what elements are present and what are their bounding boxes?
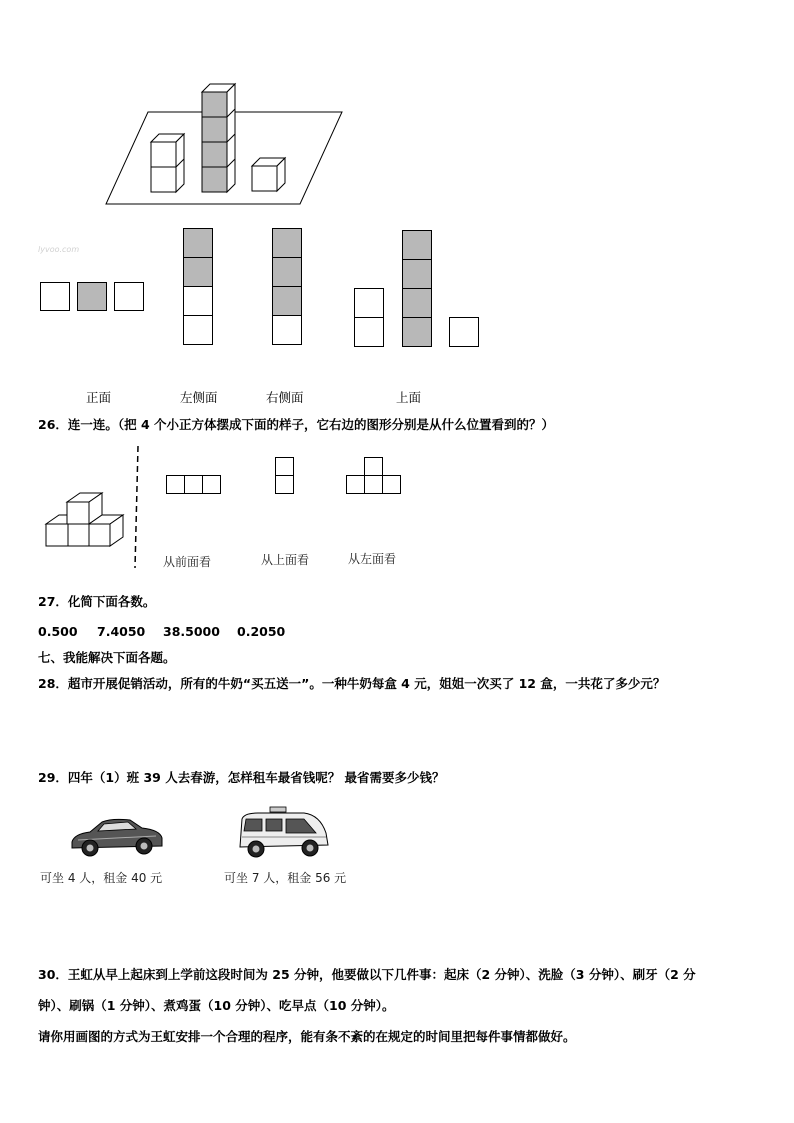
question-27-title: 27．化简下面各数。 (38, 594, 156, 609)
view-square (402, 288, 432, 318)
view-square (202, 475, 221, 494)
label-front: 正面 (86, 390, 112, 405)
question-28-title: 28．超市开展促销活动，所有的牛奶“买五送一”。一种牛奶每盒 4 元，姐姐一次买了 12 盒，一共花了多少元？ (38, 676, 666, 691)
view-square (402, 317, 432, 347)
view-square (183, 315, 213, 345)
view-square (449, 317, 479, 347)
view-square (183, 286, 213, 316)
number-item: 0.2050 (237, 624, 286, 639)
view-square (402, 230, 432, 260)
view-square (275, 457, 294, 476)
view-square (77, 282, 107, 311)
view-square (40, 282, 70, 311)
car-icon (68, 812, 168, 862)
four-cube-figure (0, 440, 794, 580)
caption-from-left: 从左面看 (348, 552, 397, 566)
number-item: 38.5000 (163, 624, 220, 639)
cube-arrangement-figure (0, 0, 794, 220)
view-square (275, 475, 294, 494)
van-icon (234, 805, 334, 863)
view-square (272, 228, 302, 258)
question-26-title: 26．连一连。（把 4 个小正方体摆成下面的样子，它右边的图形分别是从什么位置看到的？） (38, 417, 555, 432)
view-square (272, 286, 302, 316)
view-square (183, 257, 213, 287)
question-30-line-1: 30．王虹从早上起床到上学前这段时间为 25 分钟，他要做以下几件事：起床（2 分钟）、洗脸（3 分钟）、刷牙（2 分 (38, 967, 696, 982)
view-square (114, 282, 144, 311)
question-29-title: 29．四年（1）班 39 人去春游，怎样租车最省钱呢？ 最省需要多少钱？ (38, 770, 445, 785)
number-item: 7.4050 (97, 624, 146, 639)
label-left-side: 左侧面 (180, 390, 218, 405)
car-caption: 可坐 4 人，租金 40 元 (40, 871, 163, 885)
view-square (354, 317, 384, 347)
watermark: lyvoo.com (38, 245, 80, 254)
view-square (402, 259, 432, 289)
view-square (184, 475, 203, 494)
van-caption: 可坐 7 人，租金 56 元 (224, 871, 347, 885)
view-square (346, 475, 365, 494)
view-square (272, 257, 302, 287)
label-right-side: 右侧面 (266, 390, 304, 405)
view-square (364, 475, 383, 494)
number-item: 0.500 (38, 624, 78, 639)
view-square (354, 288, 384, 318)
view-square (183, 228, 213, 258)
caption-from-front: 从前面看 (163, 555, 212, 569)
label-top: 上面 (396, 390, 422, 405)
view-square (272, 315, 302, 345)
caption-from-top: 从上面看 (261, 553, 310, 567)
question-30-line-3: 请你用画图的方式为王虹安排一个合理的程序，能有条不紊的在规定的时间里把每件事情都做好。 (38, 1029, 576, 1044)
question-30-line-2: 钟）、刷锅（1 分钟）、煮鸡蛋（10 分钟）、吃早点（10 分钟）。 (38, 998, 395, 1013)
section-7-title: 七、我能解决下面各题。 (38, 650, 176, 665)
view-square (382, 475, 401, 494)
view-square (166, 475, 185, 494)
view-square (364, 457, 383, 476)
